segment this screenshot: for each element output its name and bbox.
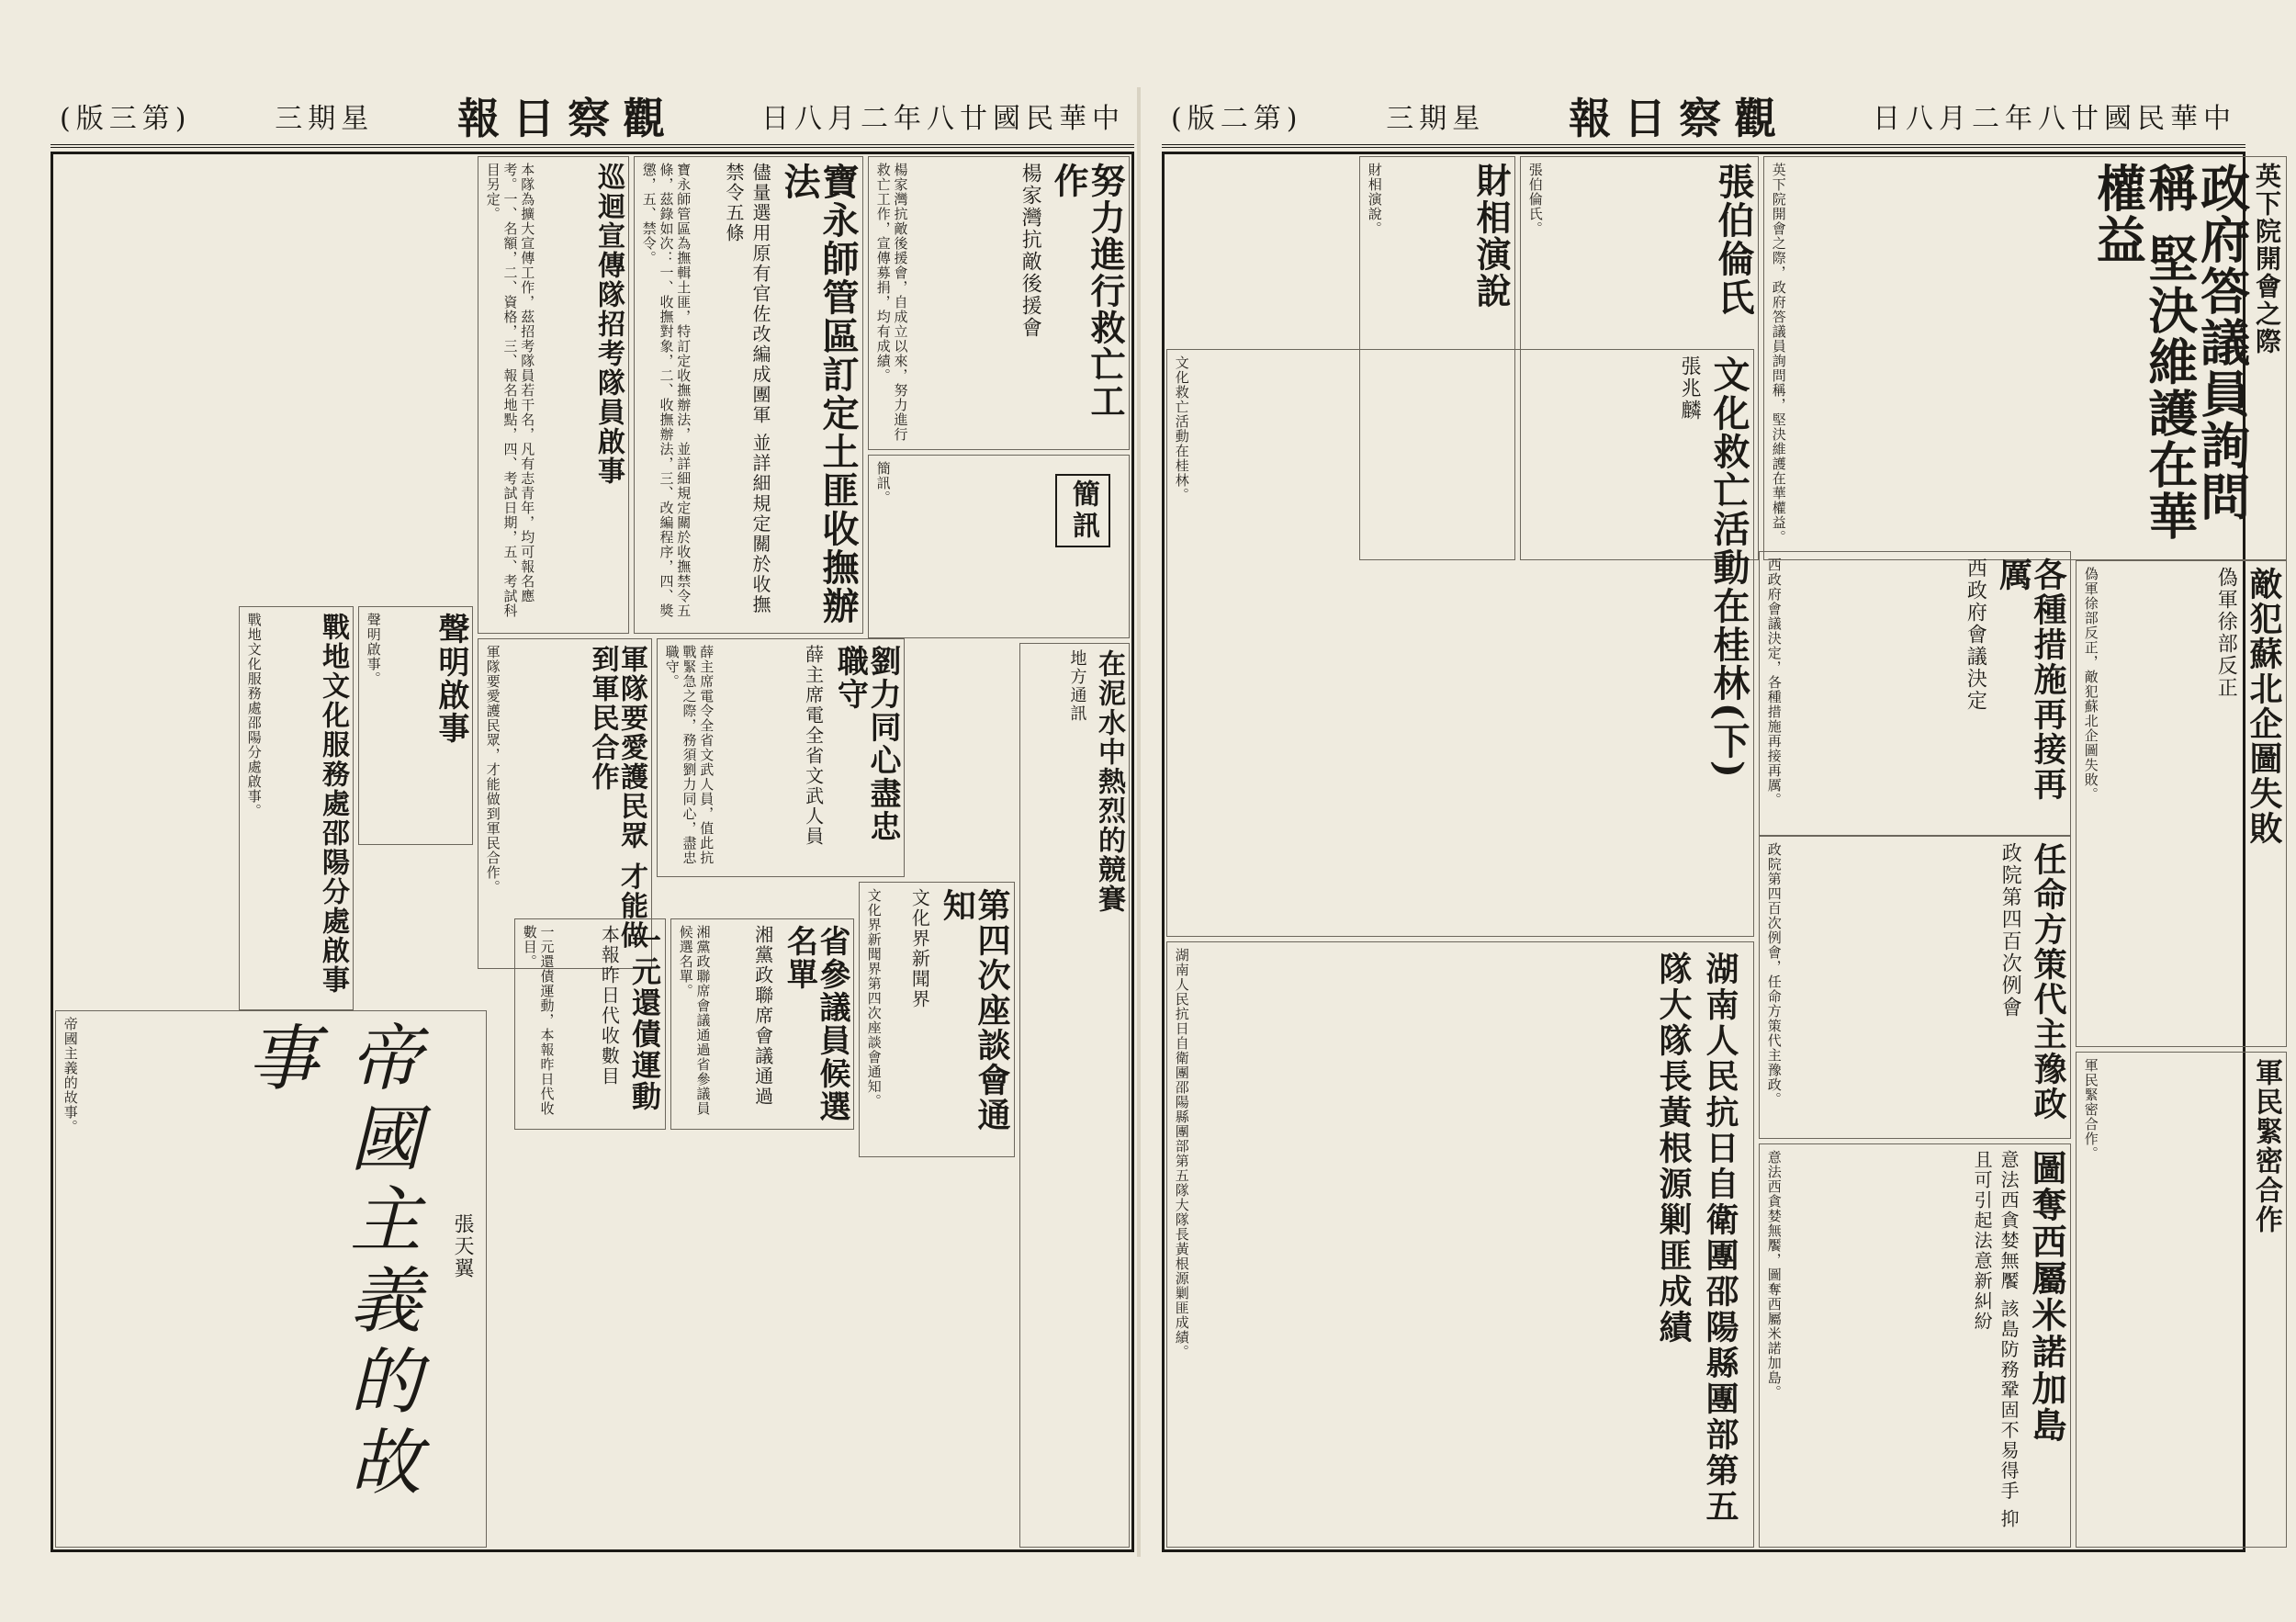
article-subhead: 地方通訊 — [1067, 649, 1087, 723]
article-headline: 政府答議員詢問稱 堅決維護在華權益 — [2088, 163, 2252, 542]
article-xue-telegram — [657, 638, 905, 877]
article-body: 聲明啟事。 — [365, 613, 382, 686]
article-body: 寶永師管區為撫輯土匪，特訂定收撫辦法，並詳細規定關於收撫禁令五條，茲錄如次：一、收撫對象，二、收撫辦法，三、改編程序，四、獎懲，五、禁令。 — [640, 163, 692, 618]
article-recruitment-notice — [478, 156, 629, 634]
article-body: 薛主席電令全省文武人員，值此抗戰緊急之際，務須劉力同心，盡忠職守。 — [663, 645, 715, 865]
article-body: 意法西貪婪無饜，圖奪西屬米諾加島。 — [1765, 1150, 1783, 1400]
article-symposium-notice — [859, 882, 1015, 1157]
article-subhead: 文化界新聞界 — [908, 888, 931, 1009]
brief-news-label: 簡訊 — [1055, 474, 1110, 547]
article-subhead: 楊家灣抗敵後援會 — [1019, 163, 1042, 339]
article-headline: 湖南人民抗日自衛團邵陽縣團部第五隊大隊長黃根源剿匪成績 — [1654, 952, 1739, 1525]
article-byline: 張兆麟 — [1678, 355, 1701, 422]
article-headline: 省參議員候選名單 — [781, 925, 850, 1123]
article-headline: 圖奪西屬米諾加島 — [2026, 1150, 2067, 1444]
article-one-yuan-campaign — [514, 918, 666, 1130]
article-hunan-self-defence — [1166, 941, 1754, 1548]
article-headline: 任命方策代主豫政 — [2029, 842, 2067, 1121]
article-culture-service — [239, 606, 354, 1010]
article-councillor-candidates — [670, 918, 854, 1130]
left-date: 日八月二年八廿國民華中 — [761, 103, 1125, 135]
article-subhead: 政院第四百次例會 — [1998, 842, 2022, 1019]
article-subhead: 意法西貪婪無饜 該島防務鞏固不易得手 抑且可引起法意新糾紛 — [1971, 1150, 2020, 1529]
article-body: 財相演說。 — [1366, 163, 1383, 236]
article-executive-yuan — [1759, 836, 2071, 1139]
article-headline: 努力進行救亡工作 — [1048, 163, 1126, 420]
article-body: 軍隊要愛護民眾，才能做到軍民合作。 — [484, 645, 501, 895]
right-weekday: 三期星 — [1386, 103, 1486, 135]
story-calligraphy-title: 帝國主義的故事 — [235, 1020, 421, 1505]
article-mud-competition — [1019, 643, 1130, 1548]
article-headline: 敵犯蘇北企圖失敗 — [2245, 567, 2283, 846]
article-body: 軍民緊密合作。 — [2082, 1058, 2099, 1161]
article-military-civil-coop — [2076, 1052, 2287, 1548]
article-headline: 各種措施再接再厲 — [1994, 558, 2067, 802]
article-uk-parliament — [1763, 156, 2287, 560]
right-paper-name: 報日察觀 — [1569, 94, 1790, 143]
article-headline: 一元還債運動 — [627, 925, 662, 1112]
right-date: 日八月二年八廿國民華中 — [1873, 103, 2236, 135]
article-headline: 在泥水中熱烈的競賽 — [1093, 649, 1125, 914]
article-body: 偽軍徐部反正，敵犯蘇北企圖失敗。 — [2082, 567, 2099, 802]
article-spanish-govt — [1759, 551, 2071, 836]
article-body: 文化救亡活動在桂林。 — [1173, 355, 1190, 502]
article-body: 楊家灣抗敵後援會，自成立以來，努力進行救亡工作，宣傳募捐，均有成績。 — [874, 163, 909, 442]
article-subhead: 西政府會議決定 — [1964, 558, 1987, 712]
article-body: 一元還債運動，本報昨日代收數目。 — [521, 925, 556, 1116]
article-subhead: 本報昨日代收數目 — [598, 925, 621, 1087]
article-bandit-pacification — [634, 156, 863, 634]
article-headline: 戰地文化服務處邵陽分處啟事 — [317, 613, 349, 995]
article-subhead: 薛主席電全省文武人員 — [802, 645, 825, 847]
article-headline: 聲明啟事 — [433, 613, 469, 745]
center-gutter — [1137, 87, 1141, 1557]
article-minorca — [1759, 1143, 2071, 1548]
article-headline: 軍隊要愛護民眾 才能做到軍民合作 — [586, 645, 647, 951]
article-brief-news — [868, 455, 1130, 638]
article-body: 文化界新聞界第四次座談會通知。 — [865, 888, 883, 1109]
article-body: 戰地文化服務處邵陽分處啟事。 — [245, 613, 263, 818]
article-body: 湘黨政聯席會議通過省參議員候選名單。 — [677, 925, 712, 1116]
article-body: 西政府會議決定，各種措施再接再厲。 — [1765, 558, 1783, 807]
article-guilin-culture — [1166, 349, 1754, 937]
left-masthead — [51, 87, 1134, 148]
article-kicker: 英下院開會之際 — [2252, 163, 2282, 355]
article-headline: 文化救亡活動在桂林(下) — [1707, 355, 1750, 780]
article-imperialism-story — [55, 1010, 487, 1548]
article-body: 英下院開會之際，政府答議員詢問稱，堅決維護在華權益。 — [1770, 163, 1787, 545]
article-subhead: 湘黨政聯席會議通過 — [751, 925, 774, 1107]
article-body: 帝國主義的故事。 — [62, 1017, 79, 1134]
article-headline: 劉力同心盡忠職守 — [831, 645, 901, 843]
article-body: 政院第四百次例會，任命方策代主豫政。 — [1765, 842, 1783, 1107]
article-headline: 張伯倫氏 — [1712, 163, 1755, 317]
article-headline: 軍民緊密合作 — [2250, 1058, 2282, 1234]
article-headline: 巡迴宣傳隊招考隊員啟事 — [592, 163, 625, 486]
article-north-jiangsu — [2076, 560, 2287, 1047]
left-edition: (版三第) — [60, 103, 192, 135]
article-body: 簡訊。 — [874, 461, 892, 505]
article-subhead: 偽軍徐部反正 — [2214, 567, 2238, 699]
article-body: 本隊為擴大宣傳工作，茲招考隊員若干名，凡有志青年，均可報名應考。一、名額，二、資格，三、報名地點，四、考試日期，五、考試科目另定。 — [484, 163, 536, 618]
article-headline: 第四次座談會通知 — [938, 888, 1011, 1132]
article-subhead: 儘量選用原有官佐改編成團軍 並詳細規定關於收撫禁令五條 — [723, 163, 771, 615]
article-statement — [358, 606, 473, 845]
article-headline: 財相演說 — [1470, 163, 1512, 310]
article-headline: 寶永師管區訂定土匪收撫辦法 — [778, 163, 860, 625]
right-edition: (版二第) — [1171, 103, 1303, 135]
right-masthead — [1162, 87, 2245, 148]
left-paper-name: 報日察觀 — [457, 94, 679, 143]
story-byline: 張天翼 — [451, 1213, 474, 1279]
article-body: 張伯倫氏。 — [1526, 163, 1544, 236]
article-body: 湖南人民抗日自衛團邵陽縣團部第五隊大隊長黃根源剿匪成績。 — [1173, 948, 1190, 1359]
left-weekday: 三期星 — [275, 103, 375, 135]
article-yangjiawan — [868, 156, 1130, 450]
